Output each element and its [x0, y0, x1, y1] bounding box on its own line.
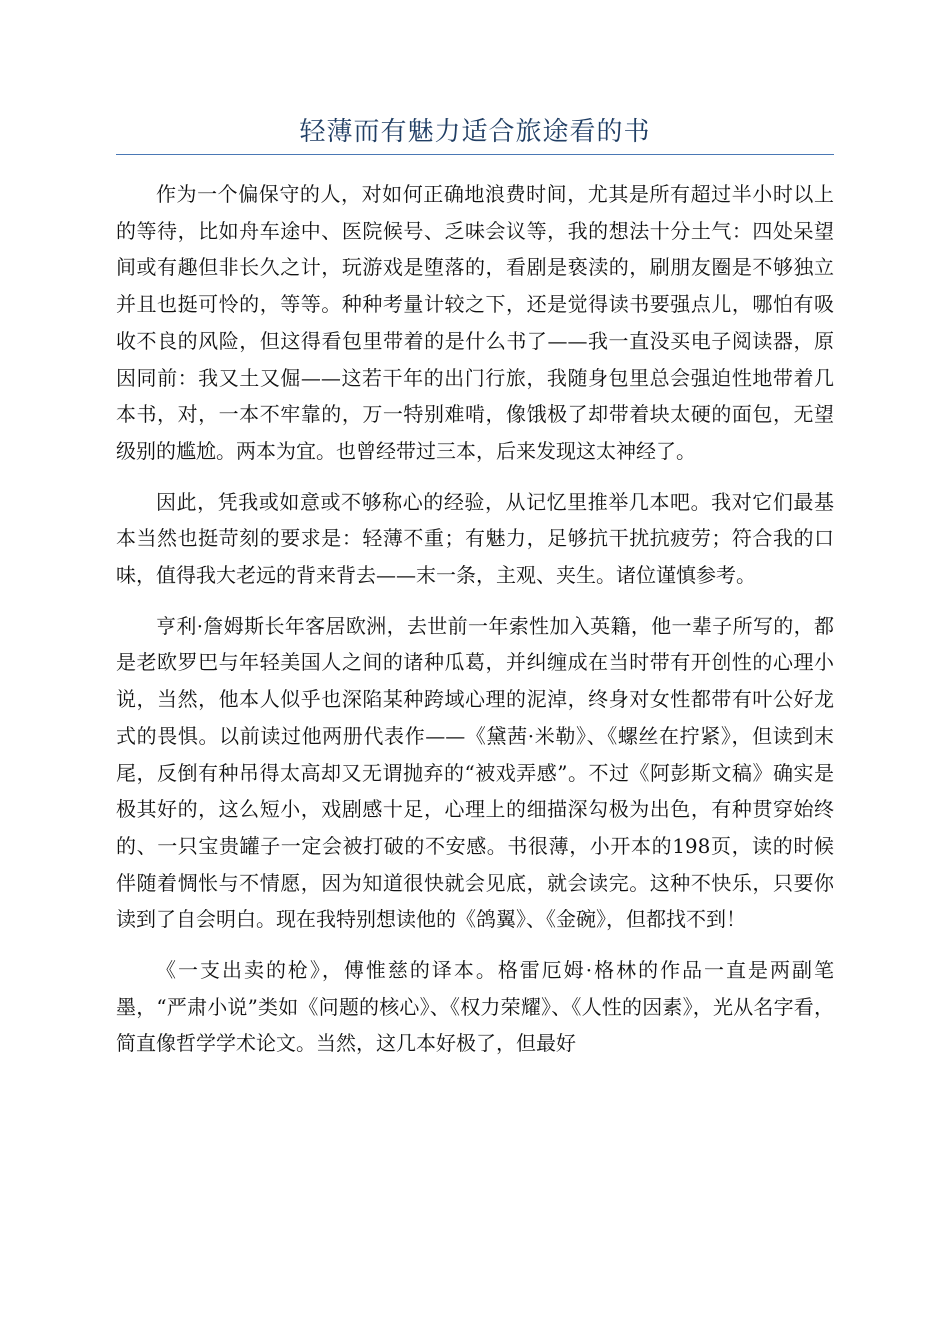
title-underline	[116, 154, 834, 155]
paragraph: 亨利·詹姆斯长年客居欧洲，去世前一年索性加入英籍，他一辈子所写的，都是老欧罗巴与年轻美国人之间的诸种瓜葛，并纠缠成在当时带有开创性的心理小说，当然，他本人似乎也深陷某种跨域心理的泥淖，终身对女性都带有叶公好龙式的畏惧。以前读过他两册代表作——《黛茜·米勒》、《螺丝在拧紧》，但读到末尾，反倒有种吊得太高却又无谓抛弃的“被戏弄感”。不过《阿彭斯文稿》确实是极其好的，这么短小，戏剧感十足，心理上的细描深勾极为出色，有种贯穿始终的、一只宝贵罐子一定会被打破的不安感。书很薄，小开本的198页，读的时候伴随着惆怅与不情愿，因为知道很快就会见底，就会读完。这种不快乐，只要你读到了自会明白。现在我特别想读他的《鸽翼》、《金碗》，但都找不到！	[116, 613, 834, 932]
document-title: 轻薄而有魅力适合旅途看的书	[299, 117, 651, 147]
paragraph: 作为一个偏保守的人，对如何正确地浪费时间，尤其是所有超过半小时以上的等待，比如舟车途中、医院候号、乏味会议等，我的想法十分土气：四处呆望间或有趣但非长久之计，玩游戏是堕落的，看剧是亵渎的，刷朋友圈是不够独立并且也挺可怜的，等等。种种考量计较之下，还是觉得读书要强点儿，哪怕有吸收不良的风险，但这得看包里带着的是什么书了——我一直没买电子阅读器，原因同前：我又土又倔——这若干年的出门行旅，我随身包里总会强迫性地带着几本书，对，一本不牢靠的，万一特别难啃，像饿极了却带着块太硬的面包，无望级别的尴尬。两本为宜。也曾经带过三本，后来发现这太神经了。	[116, 182, 834, 463]
document-body	[116, 176, 834, 1076]
paragraph: 因此，凭我或如意或不够称心的经验，从记忆里推举几本吧。我对它们最基本当然也挺苛刻的要求是：轻薄不重；有魅力，足够抗干扰抗疲劳；符合我的口味，值得我大老远的背来背去——末一条，主观、夹生。诸位谨慎参考。	[116, 489, 834, 588]
paragraph: 《一支出卖的枪》，傅惟慈的译本。格雷厄姆·格林的作品一直是两副笔墨，“严肃小说”类如《问题的核心》、《权力荣耀》、《人性的因素》，光从名字看，简直像哲学学术论文。当然，这几本好极了，但最好	[116, 958, 834, 1056]
